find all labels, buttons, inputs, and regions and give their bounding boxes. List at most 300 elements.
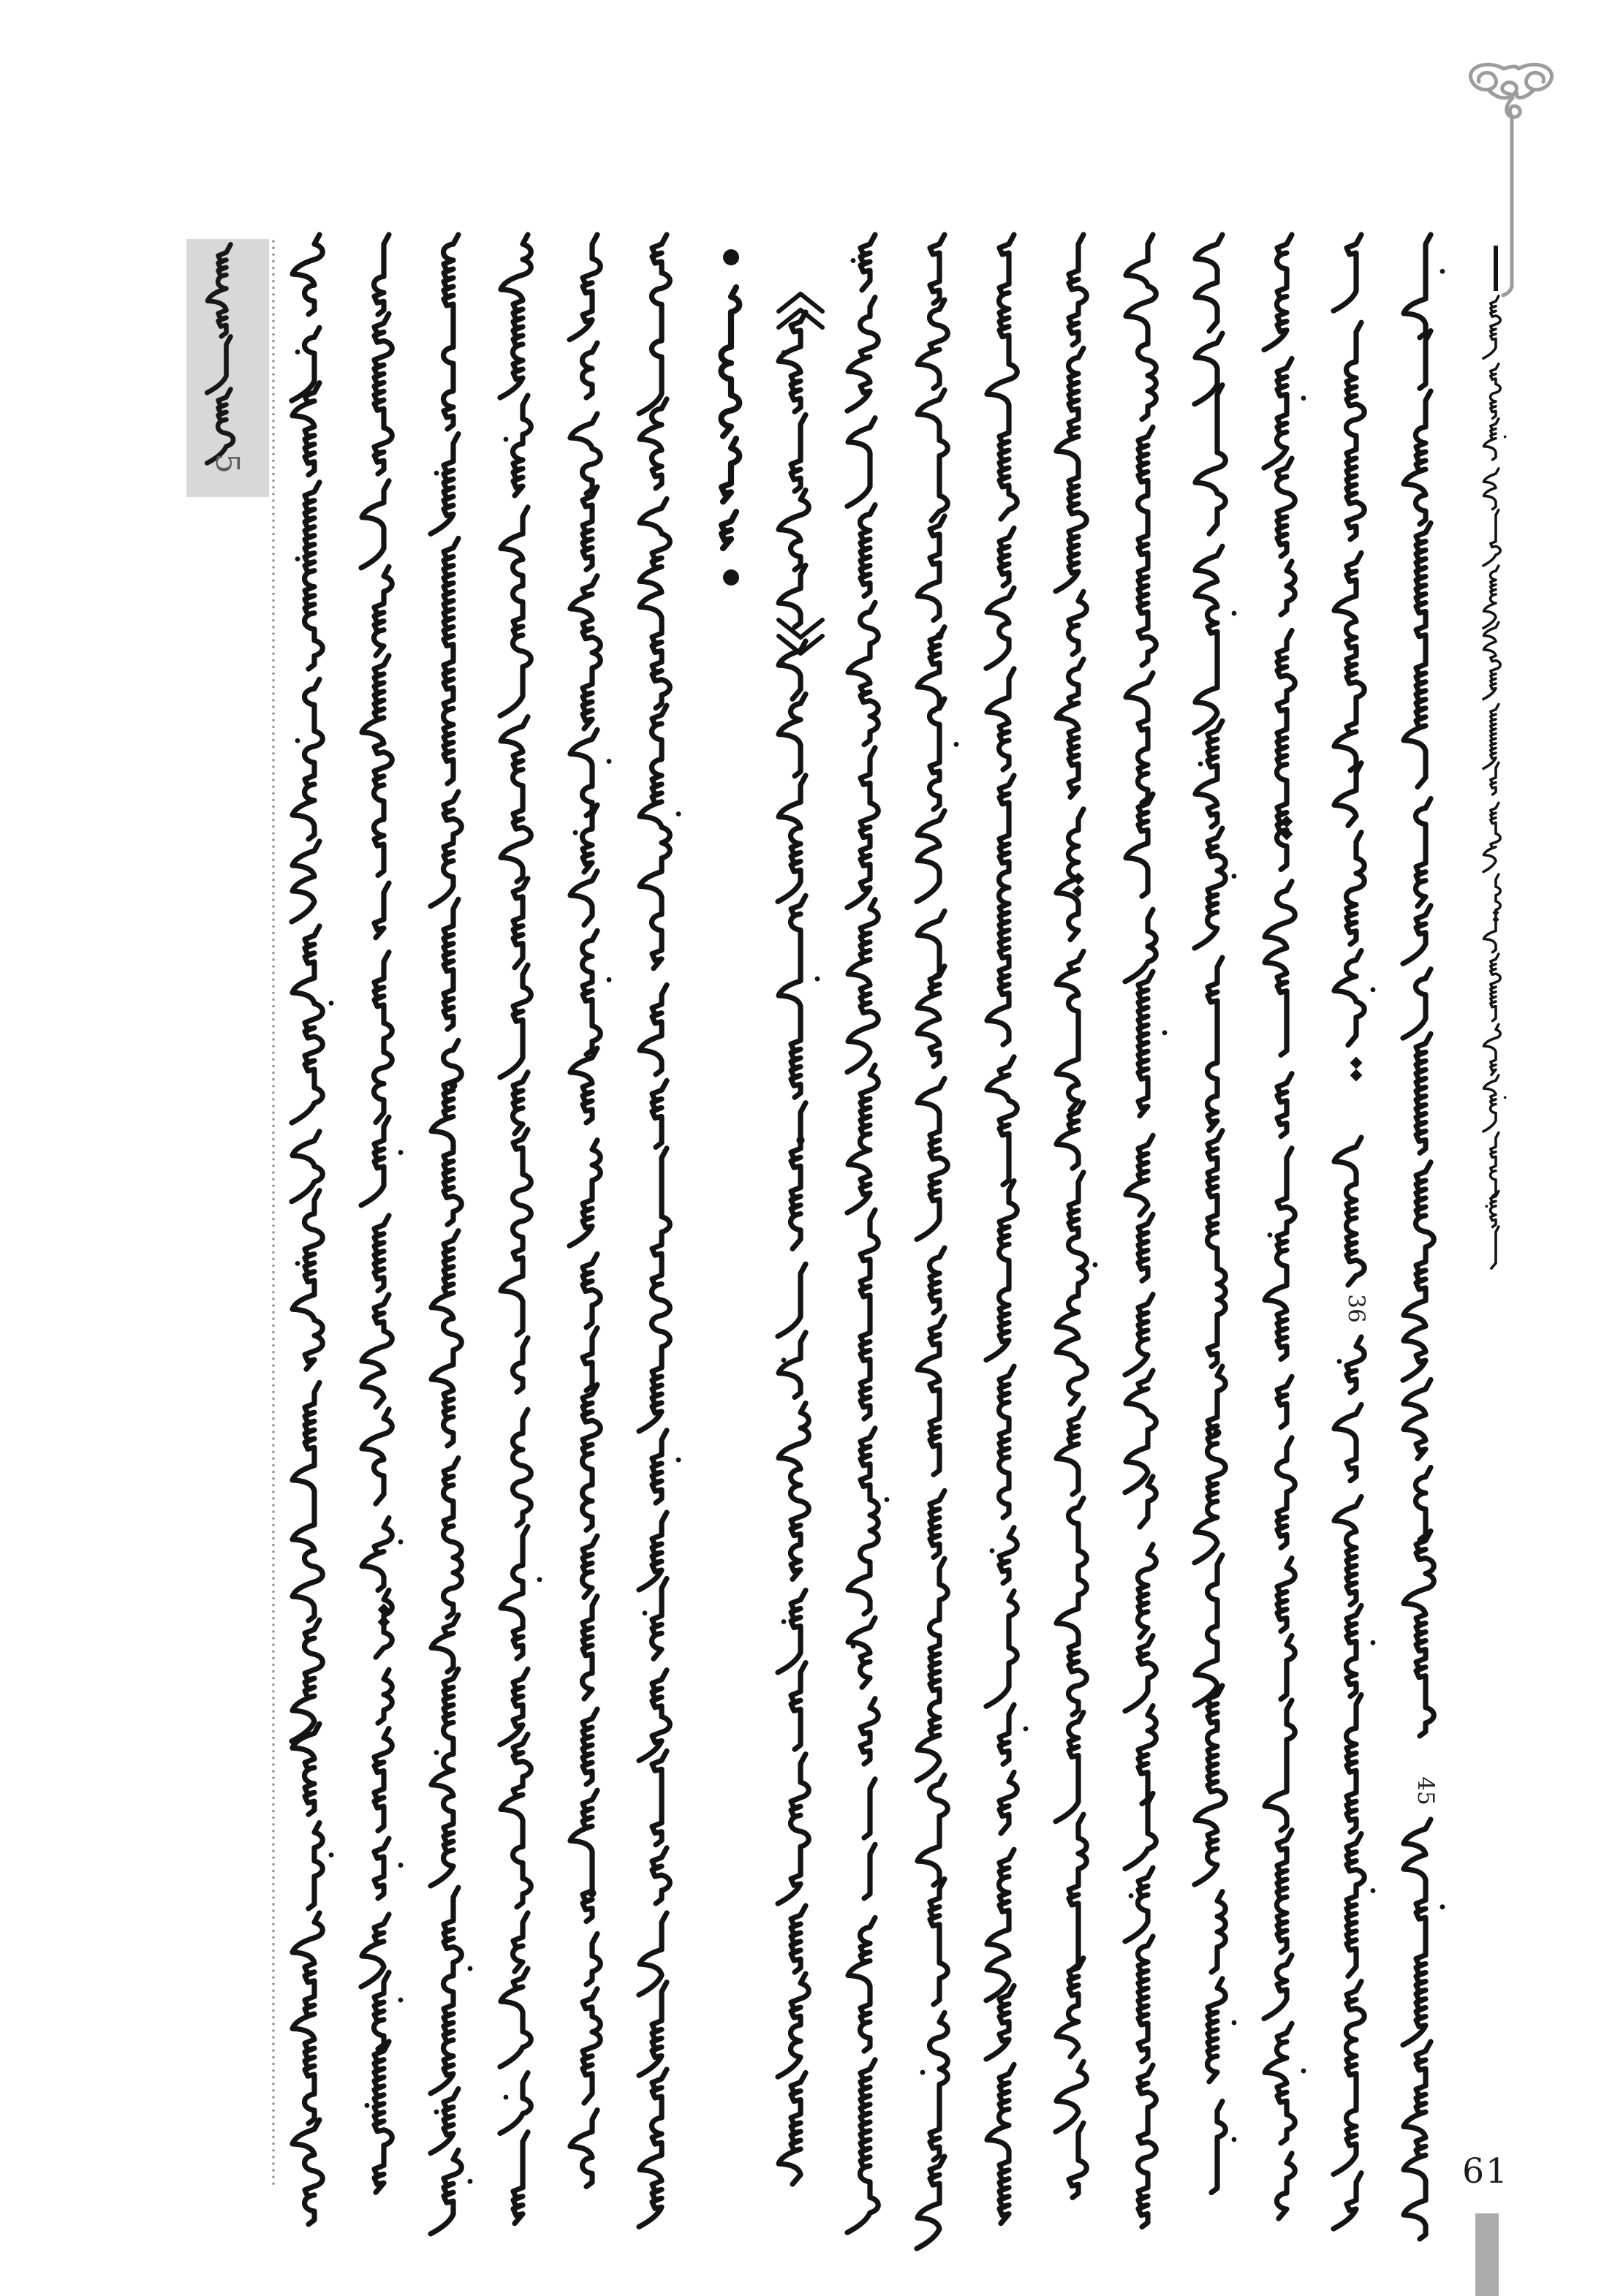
body-column-script	[987, 2064, 1014, 2223]
body-column-script	[292, 1191, 322, 1369]
body-column-script	[778, 1754, 809, 1904]
body-column-script	[362, 1295, 392, 1407]
body-column-script	[1347, 1695, 1362, 1833]
diacritic-dot	[504, 2095, 509, 2100]
diacritic-dot	[1129, 1893, 1134, 1898]
section-heading-script	[722, 287, 740, 436]
diacritic-dot	[1198, 762, 1203, 767]
punct-comma	[589, 1890, 597, 1898]
body-column-script	[1056, 951, 1083, 1110]
body-column-script	[864, 1779, 875, 1838]
page-number: 61	[1462, 2151, 1509, 2191]
inline-number-45: 45	[1412, 1776, 1439, 1806]
body-column-script	[999, 1366, 1015, 1518]
running-title-word	[1483, 704, 1499, 768]
quoted-title-script	[791, 415, 806, 492]
body-column-script	[987, 669, 1014, 770]
body-column-script	[583, 487, 597, 569]
body-column-script	[847, 900, 878, 1072]
body-column-script	[1211, 2102, 1225, 2193]
body-column-script	[431, 792, 461, 906]
body-column-script	[847, 1065, 878, 1213]
body-column-script	[513, 1072, 529, 1134]
body-column-script	[640, 985, 667, 1074]
diacritic-dot	[398, 1150, 404, 1155]
body-column-script	[1125, 1868, 1153, 1941]
diacritic-dot	[782, 1357, 787, 1363]
body-column-script	[986, 1181, 1017, 1360]
body-column-script	[361, 481, 389, 568]
flourish-ornament-icon	[1470, 64, 1551, 295]
body-column-script	[362, 656, 392, 876]
body-column-script	[309, 1823, 322, 1909]
body-column-script	[513, 1338, 529, 1392]
body-column-script	[570, 1140, 600, 1246]
body-column-script	[999, 1772, 1017, 1833]
body-column-script	[431, 2150, 461, 2234]
diacritic-dot	[329, 1852, 334, 1857]
body-column-script	[1264, 235, 1292, 350]
body-column-script	[917, 811, 945, 901]
body-column-script	[917, 1558, 947, 1781]
body-column-script	[1334, 1496, 1361, 1604]
body-column-script	[1403, 1819, 1431, 2045]
body-column-script	[779, 2073, 806, 2184]
punct-comma	[797, 1137, 805, 1145]
body-column-script	[847, 418, 875, 507]
body-column-script	[431, 1231, 461, 1446]
quoted-title-script	[779, 312, 806, 412]
body-column-script	[583, 1596, 598, 1700]
body-column-script	[1347, 322, 1365, 539]
body-column-script	[1069, 591, 1087, 654]
diacritic-dot	[1337, 1359, 1342, 1364]
body-column-script	[930, 1248, 945, 1313]
body-column-script	[570, 2110, 597, 2187]
body-column-script	[1404, 523, 1431, 787]
body-column-script	[1211, 1892, 1225, 1972]
body-column-script	[378, 1670, 392, 1723]
diacritic-dot	[1162, 1030, 1168, 1035]
diacritic-dot	[1232, 874, 1237, 879]
body-column-script	[639, 1913, 667, 1995]
body-column-script	[999, 528, 1014, 586]
diacritic-dot	[295, 349, 300, 355]
body-column-script	[1416, 1034, 1431, 1153]
body-column-script	[918, 300, 947, 388]
body-column-script	[1333, 235, 1361, 311]
body-column-script	[779, 1333, 806, 1398]
diacritic-dot	[468, 1966, 473, 1971]
body-column-script	[918, 390, 947, 521]
body-column-script	[778, 1974, 809, 2077]
body-column-script	[1195, 1686, 1225, 1884]
body-column-script	[1265, 1700, 1295, 1830]
diacritic-dot	[398, 1863, 404, 1868]
body-column-script	[999, 1528, 1017, 1583]
punct-colon	[1072, 873, 1085, 885]
body-column-script	[431, 1887, 461, 2094]
header-dash	[1494, 246, 1498, 291]
body-column-script	[986, 1591, 1017, 1707]
body-column-script	[292, 2120, 322, 2224]
body-column-script	[860, 1699, 878, 1764]
diacritic-dot	[537, 1577, 542, 1582]
body-column-script	[639, 1512, 667, 1590]
diacritic-dot	[1301, 395, 1306, 401]
diacritic-dot	[676, 1458, 681, 1463]
body-column-script	[918, 1775, 947, 1885]
body-column-script	[292, 1382, 322, 1621]
diacritic-dot	[295, 1261, 300, 1266]
body-column-script	[1265, 882, 1295, 1056]
body-column-script	[779, 641, 806, 699]
body-column-script	[1264, 1955, 1292, 2019]
body-column-script	[1208, 1979, 1226, 2082]
body-column-script	[374, 567, 393, 656]
body-column-script	[1404, 1531, 1434, 1736]
diacritic-dot	[643, 1610, 648, 1615]
body-column-script	[570, 871, 597, 925]
body-column-script	[431, 2089, 458, 2153]
inline-number-36: 36	[1343, 1294, 1369, 1323]
body-column-script	[1416, 799, 1431, 906]
body-column-script	[1265, 1148, 1295, 1360]
body-column-script	[570, 576, 600, 729]
section-heading-script	[722, 512, 736, 548]
punct-comma	[450, 1082, 458, 1090]
diacritic-dot	[990, 1548, 995, 1553]
body-column-script	[1334, 763, 1361, 826]
body-column-script	[1138, 1214, 1153, 1281]
body-column-script	[1126, 794, 1153, 896]
body-column-script	[918, 911, 945, 978]
body-column-script	[1265, 2023, 1295, 2143]
body-column-script	[847, 298, 878, 411]
body-column-script	[779, 1403, 809, 1580]
diacritic-dot	[815, 977, 820, 982]
diacritic-dot	[851, 1644, 856, 1649]
body-column-script	[501, 717, 531, 882]
quoted-title-script	[779, 490, 809, 570]
body-column-script	[778, 1591, 806, 1672]
diacritic-dot	[607, 759, 612, 764]
body-column-script	[930, 699, 945, 809]
section-bullet	[723, 249, 739, 265]
body-column-script	[292, 841, 319, 922]
body-column-script	[918, 966, 945, 1066]
running-title-word	[1483, 419, 1498, 460]
body-column-script	[652, 1578, 667, 1659]
body-column-script	[1125, 1295, 1153, 1375]
running-title-word	[1483, 622, 1500, 699]
body-column-script	[501, 1526, 528, 1658]
diacritic-dot	[295, 556, 300, 561]
body-column-script	[444, 235, 459, 429]
body-column-script	[848, 1428, 878, 1614]
chapter-tab-number: 5	[208, 453, 246, 474]
body-column-script	[986, 588, 1014, 668]
body-column-script	[1277, 1074, 1292, 1137]
body-column-script	[1138, 1936, 1154, 2061]
body-column-script	[374, 1216, 389, 1291]
diacritic-dot	[398, 1539, 404, 1545]
body-column-script	[1403, 1162, 1434, 1380]
body-column-script	[374, 1838, 389, 1898]
body-column-script	[986, 1849, 1014, 2000]
body-column-script	[1056, 1958, 1083, 2057]
body-column-script	[305, 482, 323, 669]
body-column-script	[431, 1669, 458, 1886]
diacritic-dot	[329, 1001, 334, 1006]
body-column-script	[1403, 969, 1431, 1038]
body-column-script	[292, 926, 322, 1123]
body-column-script	[779, 895, 806, 1097]
body-column-script	[1277, 1558, 1295, 1632]
body-column-script	[1195, 1366, 1225, 1563]
diacritic-dot	[468, 2179, 473, 2184]
body-column-script	[570, 730, 597, 815]
running-title-word	[1483, 509, 1500, 565]
body-column-script	[1138, 1706, 1156, 1804]
body-column-script	[374, 1972, 390, 2049]
diacritic-dot	[885, 1497, 890, 1502]
body-column-script	[1195, 235, 1222, 331]
diacritic-dot	[1440, 1904, 1445, 1909]
body-column-script	[362, 1409, 392, 1504]
body-column-script	[1056, 1713, 1083, 1822]
body-column-script	[1195, 1555, 1222, 1705]
body-column-script	[639, 2069, 667, 2227]
body-column-script	[1264, 359, 1292, 469]
body-column-script	[431, 434, 458, 534]
punct-comma	[936, 632, 944, 640]
body-column-script	[500, 965, 531, 1077]
body-column-script	[583, 343, 598, 398]
body-column-script	[1334, 1405, 1361, 1481]
body-column-script	[500, 235, 531, 398]
diacritic-dot	[1093, 1262, 1098, 1268]
body-column-script	[640, 705, 670, 969]
body-column-script	[500, 2073, 531, 2134]
diacritic-dot	[1504, 1096, 1507, 1099]
body-column-script	[374, 883, 389, 938]
body-column-script	[586, 1933, 600, 1984]
body-column-script	[639, 1982, 667, 2076]
diacritic-dot	[434, 471, 439, 476]
body-column-script	[1069, 235, 1086, 345]
body-column-script	[778, 776, 806, 902]
body-column-script	[513, 395, 531, 496]
diacritic-dot	[1232, 611, 1237, 616]
body-column-script	[987, 776, 1014, 1045]
body-column-script	[1126, 1135, 1153, 1215]
body-column-script	[1195, 721, 1222, 827]
body-column-script	[1277, 2153, 1295, 2219]
body-column-script	[791, 1906, 806, 1972]
body-column-script	[444, 539, 459, 784]
diacritic-dot	[1024, 1727, 1029, 1732]
body-column-script	[640, 499, 670, 708]
body-column-script	[583, 1989, 600, 2103]
body-column-script	[513, 879, 528, 968]
body-column-script	[1347, 1605, 1362, 1696]
body-column-script	[362, 1518, 392, 1590]
body-column-script	[639, 235, 670, 414]
punct-colon	[1350, 1069, 1363, 1082]
body-column-script	[1333, 1982, 1364, 2175]
body-column-script	[917, 1078, 947, 1239]
body-column-script	[583, 1709, 597, 1784]
body-column-script	[513, 1409, 531, 1526]
diacritic-dot	[1371, 987, 1376, 992]
body-column-script	[1347, 833, 1365, 944]
body-column-script	[1334, 950, 1364, 1045]
body-column-script	[570, 1790, 597, 1921]
body-column-script	[848, 1917, 875, 2051]
body-column-script	[1195, 546, 1222, 733]
body-column-script	[847, 2060, 878, 2232]
section-bullet	[723, 569, 739, 586]
body-column-script	[1195, 385, 1225, 534]
body-column-script	[1277, 1376, 1292, 1427]
body-column-script	[1069, 2123, 1086, 2197]
body-column-script	[1404, 235, 1431, 338]
diacritic-dot	[676, 811, 681, 817]
body-column-script	[860, 235, 875, 290]
body-column-script	[779, 694, 806, 776]
diacritic-dot	[434, 1750, 439, 1755]
running-title-word	[1491, 762, 1499, 794]
body-column-script	[1404, 1379, 1431, 1458]
body-column-script	[1281, 561, 1295, 615]
diacritic-dot	[782, 350, 787, 355]
body-column-script	[292, 679, 322, 839]
running-title-word	[1484, 1024, 1501, 1075]
diacritic-dot	[1504, 436, 1507, 439]
body-column-script	[1334, 1137, 1364, 1285]
diacritic-dot	[1371, 1888, 1376, 1893]
running-title-word	[1483, 803, 1500, 871]
diacritic-dot	[1232, 2020, 1237, 2026]
diacritic-dot	[782, 662, 787, 667]
body-column-script	[1056, 1408, 1083, 1494]
diacritic-dot	[954, 742, 959, 747]
body-column-script	[652, 1080, 667, 1147]
body-column-script	[778, 1264, 806, 1336]
body-column-script	[583, 1384, 601, 1530]
diacritic-dot	[1371, 1640, 1376, 1645]
body-column-script	[1208, 958, 1223, 1130]
body-column-script	[292, 1913, 322, 2123]
body-column-script	[570, 414, 600, 493]
body-column-script	[1125, 1371, 1156, 1493]
diacritic-dot	[573, 830, 578, 836]
body-column-script	[500, 1669, 528, 1744]
body-column-script	[1333, 2173, 1361, 2229]
body-column-script	[918, 1316, 945, 1475]
body-column-script	[1195, 828, 1225, 948]
body-column-script	[374, 314, 392, 474]
running-title-word	[1491, 1132, 1499, 1196]
running-title-word	[1483, 566, 1499, 628]
running-title-word	[1484, 469, 1499, 509]
punct-colon	[1350, 1057, 1363, 1069]
body-column-script	[791, 1103, 806, 1249]
body-column-script	[930, 1879, 947, 2004]
body-column-script	[444, 899, 458, 1029]
body-column-script	[860, 505, 876, 596]
diacritic-dot	[782, 1619, 787, 1624]
body-column-script	[1277, 1830, 1293, 1952]
diacritic-dot	[365, 2103, 370, 2108]
punct-colon	[1492, 916, 1499, 922]
body-column-script	[918, 516, 945, 620]
body-column-script	[374, 1729, 392, 1831]
body-column-script	[444, 1458, 462, 1618]
diacritic-dot	[851, 258, 856, 263]
body-column-script	[431, 1040, 461, 1224]
body-column-script	[652, 1431, 667, 1503]
body-column-script	[1056, 659, 1083, 797]
body-column-script	[930, 235, 945, 303]
body-column-script	[1416, 1467, 1431, 1539]
body-column-script	[1056, 1499, 1086, 1715]
body-column-script	[292, 235, 322, 314]
body-column-script	[1126, 235, 1156, 420]
section-heading-script	[722, 439, 739, 501]
body-column-script	[864, 1844, 875, 1898]
body-column-script	[1347, 1337, 1364, 1393]
body-column-script	[431, 1615, 458, 1672]
corner-bleed-bar	[1475, 2213, 1499, 2296]
body-column-script	[374, 2042, 392, 2193]
body-column-script	[848, 602, 878, 744]
body-column-script	[1138, 427, 1157, 665]
body-column-script	[1138, 2065, 1157, 2227]
body-column-script	[930, 1490, 945, 1557]
body-column-script	[583, 1536, 598, 1597]
body-column-script	[1347, 1834, 1364, 1977]
body-column-script	[583, 1328, 597, 1391]
body-column-script	[1404, 2042, 1431, 2239]
body-column-script	[374, 952, 393, 1123]
body-column-script	[652, 1848, 670, 1903]
body-column-script	[1138, 971, 1153, 1115]
quoted-title-script	[779, 565, 806, 627]
running-title-word	[1483, 296, 1500, 358]
body-column-script	[513, 1913, 529, 1971]
diacritic-dot	[398, 1998, 404, 2003]
body-column-script	[1403, 906, 1431, 963]
running-title-word	[1491, 364, 1501, 419]
body-column-script	[1056, 348, 1086, 591]
body-column-script	[1277, 458, 1295, 556]
body-column-script	[570, 1048, 597, 1123]
body-column-script	[652, 1751, 667, 1844]
body-column-script	[500, 1969, 531, 2066]
body-column-script	[583, 1254, 600, 1327]
diacritic-dot	[1440, 269, 1445, 274]
body-column-script	[987, 1057, 1017, 1185]
diacritic-dot	[1485, 1205, 1488, 1208]
body-column-script	[847, 748, 878, 908]
body-column-script	[570, 235, 600, 340]
body-column-script	[374, 235, 390, 314]
body-column-script	[639, 1148, 670, 1431]
diacritic-dot	[504, 437, 509, 442]
diacritic-dot	[1059, 714, 1064, 719]
